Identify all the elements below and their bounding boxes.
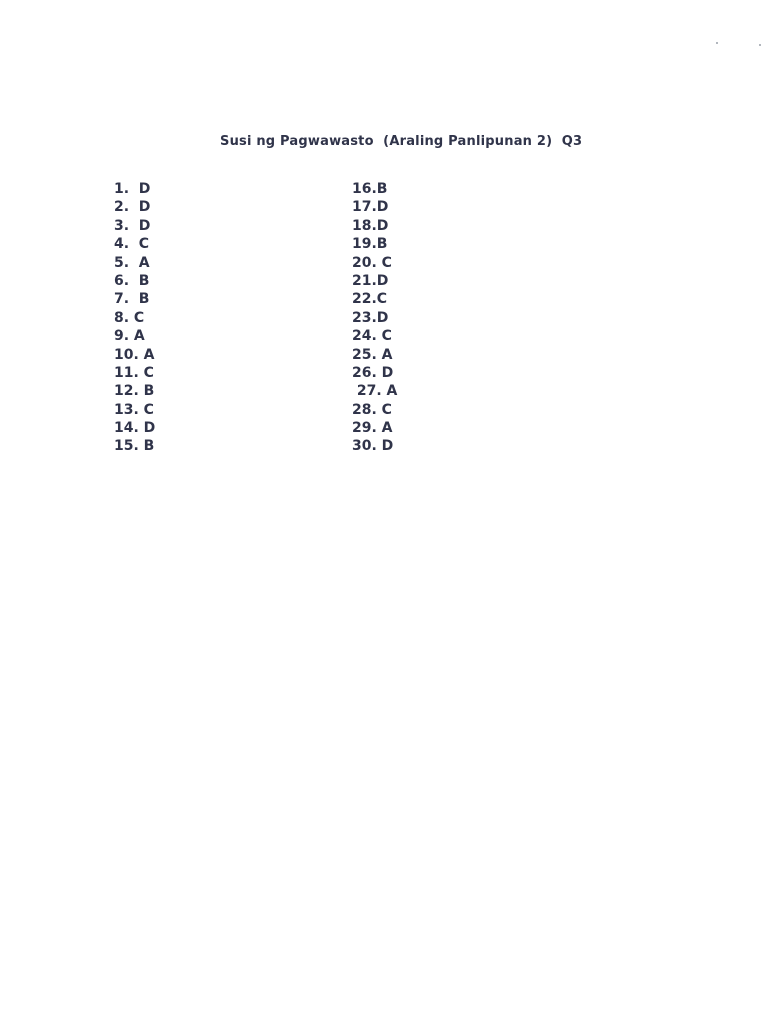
answer-list-right: [352, 180, 397, 456]
answer-item: 23.D: [352, 309, 389, 326]
scan-speck: [716, 42, 718, 44]
answer-item: 6. B: [114, 272, 150, 289]
scan-speck: [759, 44, 761, 46]
answer-item: 15. B: [114, 438, 155, 455]
answer-list-left: [114, 180, 155, 456]
answer-item: 16.B: [352, 181, 388, 197]
answer-item: 5. A: [114, 254, 150, 271]
answer-item: 13. C: [114, 401, 154, 418]
answer-item: 12. B: [114, 383, 155, 400]
answer-item: 8. C: [114, 309, 145, 326]
answer-item: 9. A: [114, 328, 145, 345]
answer-item: 17.D: [352, 199, 389, 216]
answer-item: 30. D: [352, 438, 394, 455]
answer-item: 2. D: [114, 199, 151, 216]
answer-item: 4. C: [114, 236, 150, 253]
answer-item: 27. A: [352, 383, 398, 400]
answer-item: 29. A: [352, 420, 393, 437]
answer-item: 3. D: [114, 217, 151, 234]
answer-item: 28. C: [352, 401, 392, 418]
answer-item: 11. C: [114, 364, 154, 381]
answer-item: 21.D: [352, 272, 389, 289]
answer-item: 26. D: [352, 364, 394, 381]
answer-item: 25. A: [352, 346, 393, 363]
answer-item: 24. C: [352, 328, 392, 345]
answer-item: 20. C: [352, 254, 392, 271]
answer-item: 10. A: [114, 346, 155, 363]
answer-item: 18.D: [352, 217, 389, 234]
answer-item: 19.B: [352, 236, 388, 253]
page-title: Susi ng Pagwawasto (Araling Panlipunan 2) Q3: [220, 134, 583, 149]
answer-item: 7. B: [114, 291, 150, 308]
answer-item: 1. D: [114, 181, 151, 197]
answer-item: 22.C: [352, 291, 388, 308]
answer-item: 14. D: [114, 420, 156, 437]
